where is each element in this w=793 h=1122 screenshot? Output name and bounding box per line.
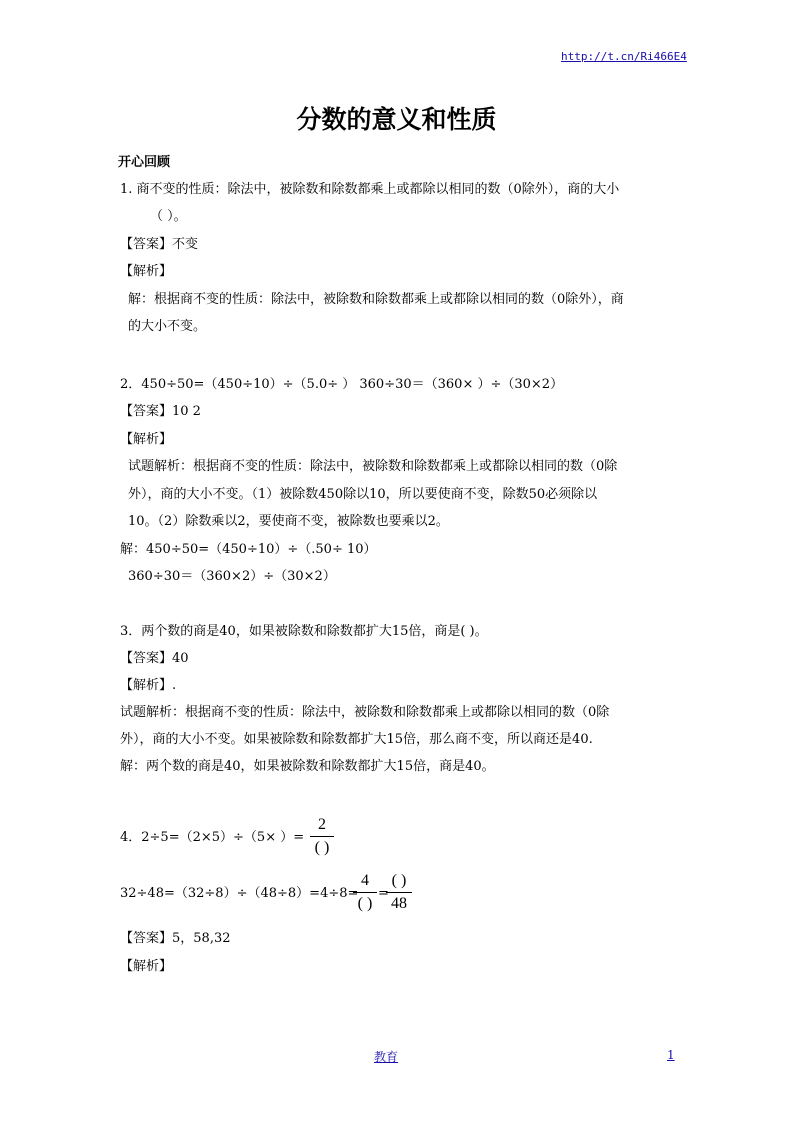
q1-analysis-label: 【解析】 xyxy=(120,264,173,279)
q4-answer: 【答案】5，58,32 xyxy=(120,931,231,946)
footer-link[interactable]: 教育 xyxy=(374,1050,399,1064)
q2-solution-line1: 解：450÷50=（450÷10）÷（.50÷ 10） xyxy=(120,542,377,557)
q4-fraction-3 xyxy=(386,871,412,914)
q4-question-line2: 32÷48=（32÷8）÷（48÷8）=4÷8= xyxy=(120,886,359,901)
q4-fraction-2 xyxy=(353,871,377,914)
q3-explanation-line2: 外），商的大小不变。如果被除数和除数都扩大15倍，那么商不变，所以商还是40. xyxy=(120,732,593,747)
q3-solution: 解：两个数的商是40，如果被除数和除数都扩大15倍，商是40。 xyxy=(120,759,495,774)
fraction-numerator: 4 xyxy=(361,872,369,889)
fraction-denominator: ( ) xyxy=(314,839,330,856)
q1-explanation-line2: 的大小不变。 xyxy=(128,319,207,334)
q2-explanation-line1: 试题解析：根据商不变的性质：除法中，被除数和除数都乘上或都除以相同的数（0除 xyxy=(128,459,618,474)
fraction-numerator: 2 xyxy=(318,816,326,833)
fraction-bar xyxy=(353,892,377,893)
fraction-bar xyxy=(386,892,412,893)
q2-solution-line2: 360÷30＝（360×2）÷（30×2） xyxy=(128,569,336,584)
q1-answer: 【答案】不变 xyxy=(120,237,199,252)
q2-question: 2．450÷50=（450÷10）÷（5.0÷ ） 360÷30＝（360× ）÷（30×2） xyxy=(120,377,564,392)
page-number[interactable]: 1 xyxy=(667,1048,675,1062)
q3-analysis-label: 【解析】. xyxy=(120,678,177,693)
q3-explanation-line1: 试题解析：根据商不变的性质：除法中，被除数和除数都乘上或都除以相同的数（0除 xyxy=(120,705,610,720)
q4-equals-sign: = xyxy=(378,886,389,901)
q2-analysis-label: 【解析】 xyxy=(120,432,173,447)
q4-fraction-1 xyxy=(310,815,334,858)
header-link[interactable]: http://t.cn/Ri466E4 xyxy=(561,50,687,63)
fraction-denominator: 48 xyxy=(391,895,407,912)
q3-question: 3．两个数的商是40，如果被除数和除数都扩大15倍，商是( )。 xyxy=(120,624,488,639)
q1-question-line1: 1. 商不变的性质：除法中，被除数和除数都乘上或都除以相同的数（0除外），商的大小 xyxy=(120,182,620,197)
q2-explanation-line3: 10。（2）除数乘以2，要使商不变，被除数也要乘以2。 xyxy=(128,514,449,529)
q4-question-line1: 4．2÷5=（2×5）÷（5× ）= xyxy=(120,830,305,845)
section-heading: 开心回顾 xyxy=(118,155,171,170)
fraction-denominator: ( ) xyxy=(357,895,373,912)
fraction-numerator: ( ) xyxy=(391,872,407,889)
page-title: 分数的意义和性质 xyxy=(296,105,497,134)
q4-analysis-label: 【解析】 xyxy=(120,959,173,974)
q1-question-line2: （ ）。 xyxy=(150,209,187,224)
q1-explanation-line1: 解：根据商不变的性质：除法中，被除数和除数都乘上或都除以相同的数（0除外），商 xyxy=(128,292,624,307)
q2-answer: 【答案】10 2 xyxy=(120,404,201,419)
q2-explanation-line2: 外），商的大小不变。（1）被除数450除以10，所以要使商不变，除数50必须除以 xyxy=(128,487,598,502)
fraction-bar xyxy=(310,836,334,837)
q3-answer: 【答案】40 xyxy=(120,651,189,666)
